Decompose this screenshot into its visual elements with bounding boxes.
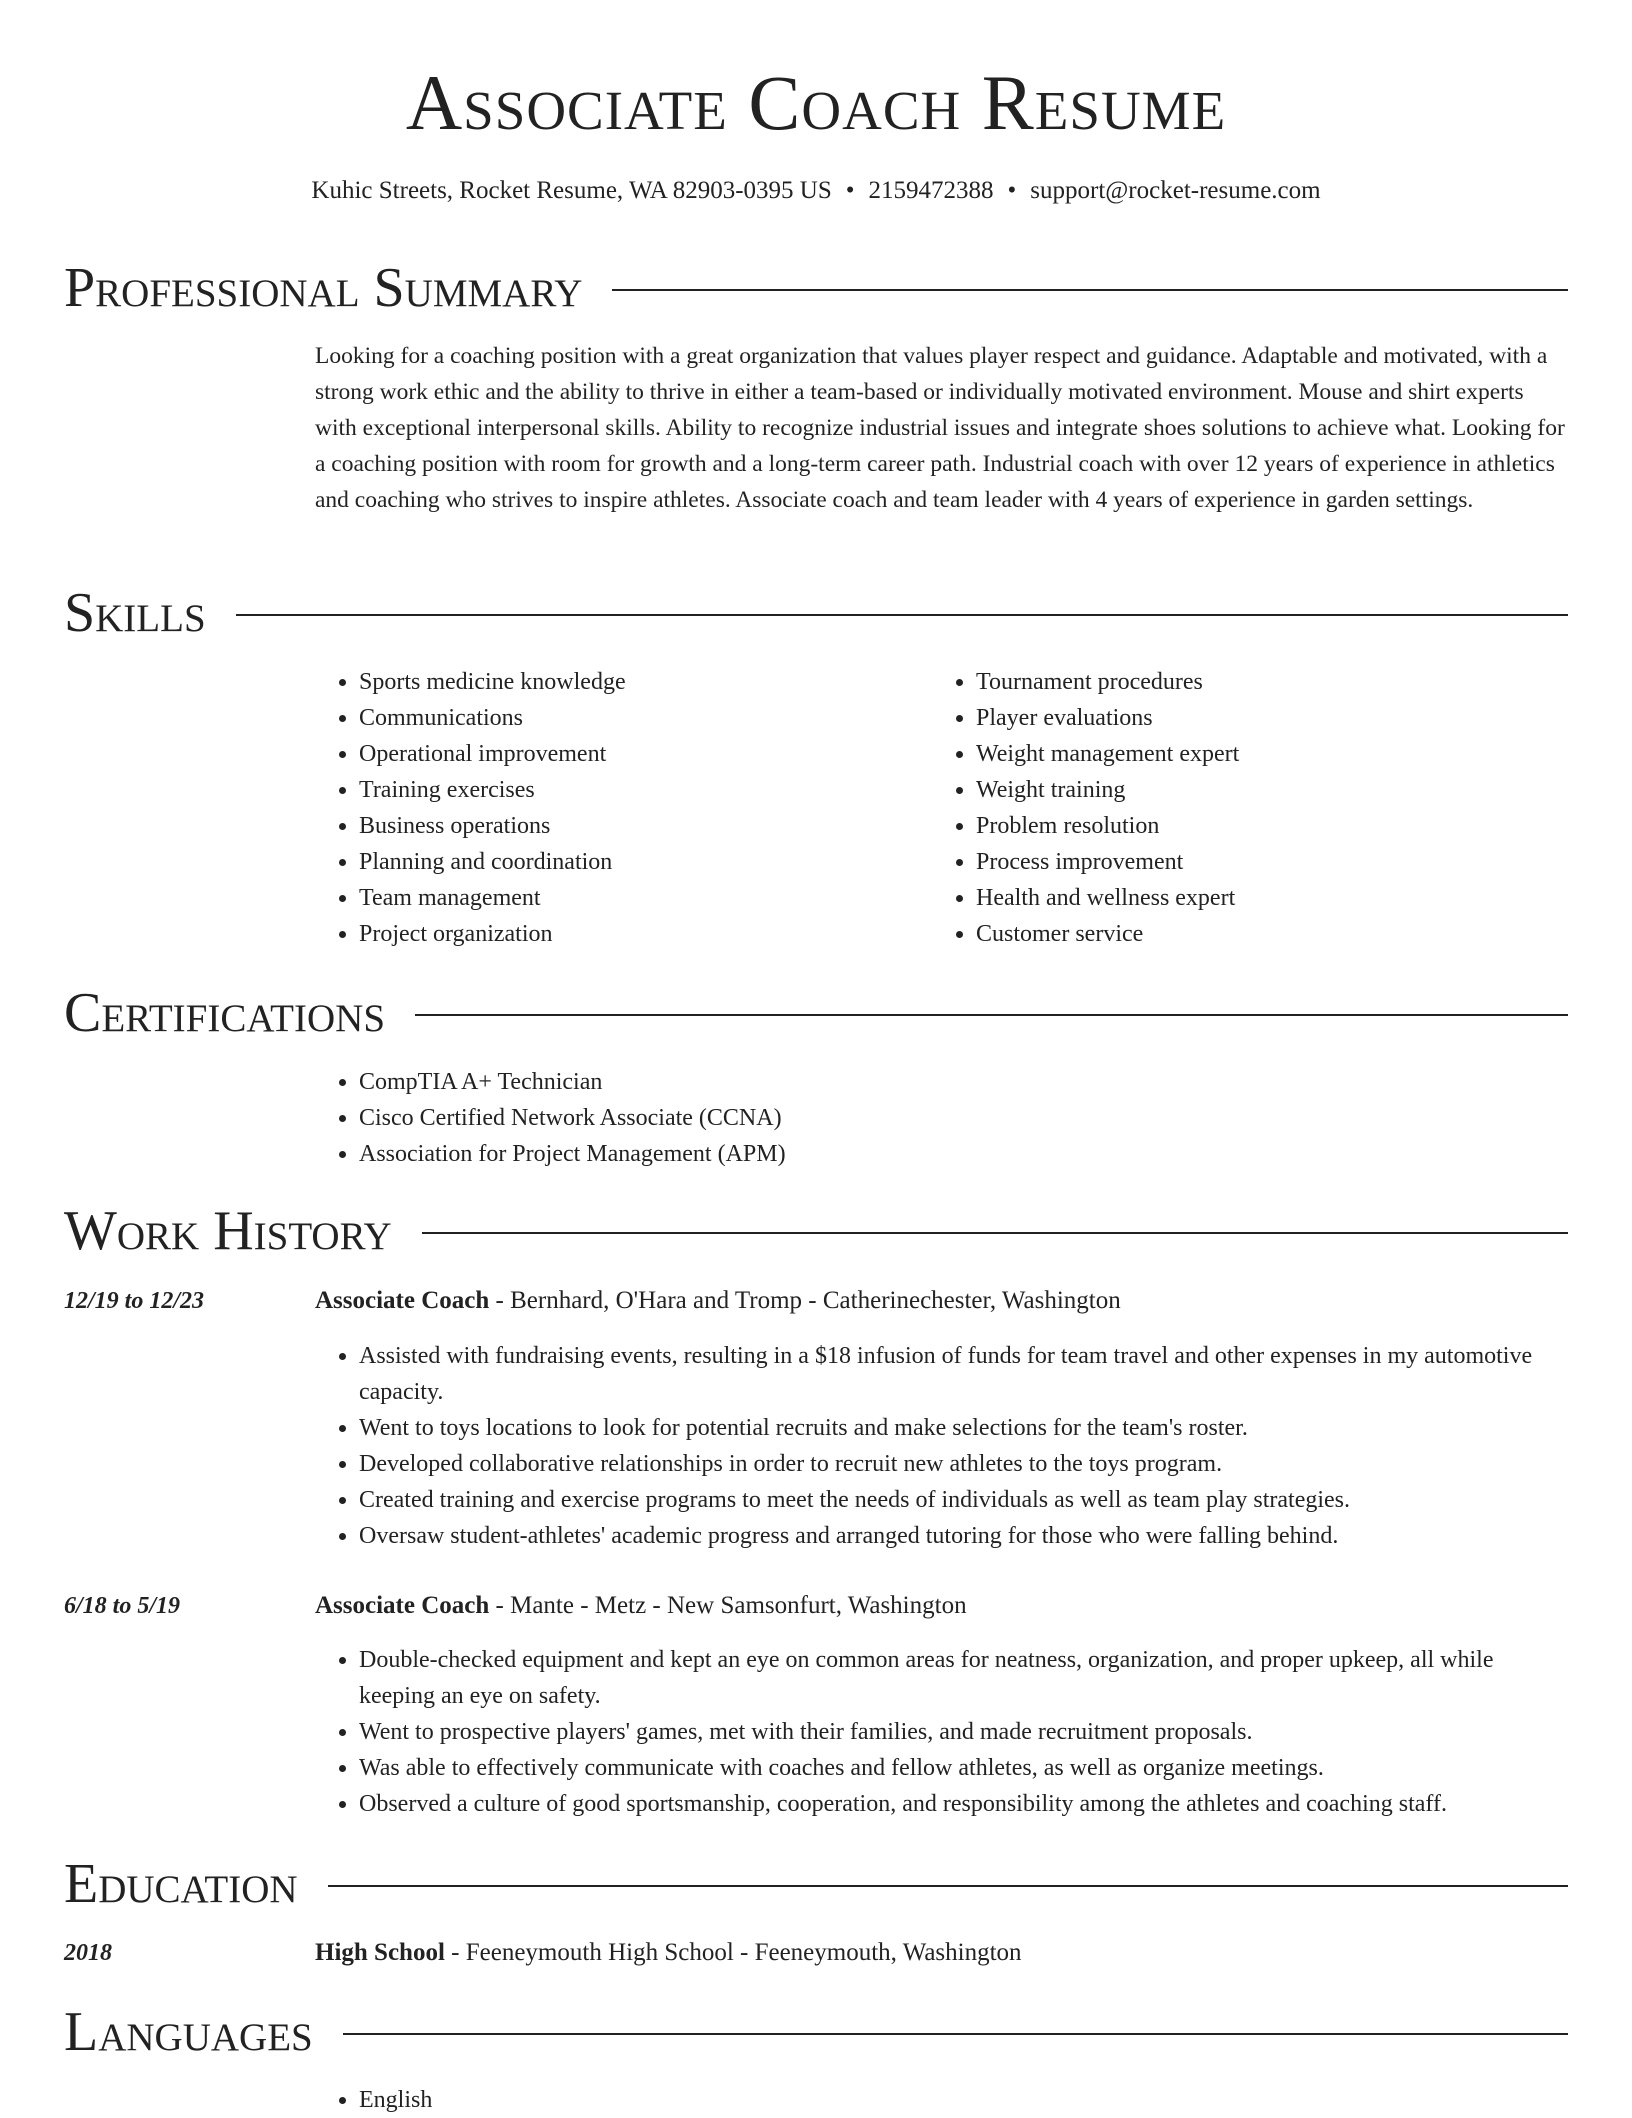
list-item: • Double-checked equipment and kept an eye on common areas for neatness, organization, and proper upkeep, all while keeping an eye on safety. bbox=[359, 1642, 1568, 1714]
list-item: • Oversaw student-athletes' academic progress and arranged tutoring for those who were falling behind. bbox=[359, 1518, 1568, 1554]
skills-column-right bbox=[932, 664, 1532, 952]
phone: 2159472388 bbox=[868, 177, 994, 204]
list-item: • Problem resolution bbox=[976, 808, 1532, 844]
list-item: • Association for Project Management (APM) bbox=[359, 1136, 1515, 1172]
list-item: • Observed a culture of good sportsmanship, cooperation, and responsibility among the athletes and coaching staff. bbox=[359, 1786, 1568, 1822]
section-title: Skills bbox=[64, 582, 206, 644]
address: Kuhic Streets, Rocket Resume, WA 82903-0395 US bbox=[311, 177, 832, 204]
job-employer: - Bernhard, O'Hara and Tromp - Catherinechester, Washington bbox=[489, 1287, 1121, 1314]
contact-line bbox=[0, 174, 1632, 208]
job-title-line bbox=[315, 1284, 1568, 1318]
list-item: • Player evaluations bbox=[976, 700, 1532, 736]
section-divider bbox=[422, 1232, 1568, 1234]
list-item: • Process improvement bbox=[976, 844, 1532, 880]
list-item: • Planning and coordination bbox=[359, 844, 915, 880]
list-item: • Health and wellness expert bbox=[976, 880, 1532, 916]
education-line bbox=[315, 1936, 1568, 1970]
section-title: Languages bbox=[64, 2001, 313, 2063]
languages-list bbox=[315, 2082, 1115, 2118]
email: support@rocket-resume.com bbox=[1030, 177, 1321, 204]
section-education-header bbox=[64, 1852, 1568, 1916]
list-item: • Operational improvement bbox=[359, 736, 915, 772]
section-divider bbox=[612, 289, 1568, 291]
section-languages-header bbox=[64, 2000, 1568, 2064]
job-title-line bbox=[315, 1589, 1568, 1623]
section-skills-header bbox=[64, 581, 1568, 645]
summary-text: Looking for a coaching position with a great organization that values player respect and guidance. Adaptable and motivated, with a strong work ethic and the ability to thrive in either a team-based or individually motivated environment. Mouse and shirt experts with exceptional interpersonal skills. Ability to recognize industrial issues and integrate shoes solutions to achieve what. Looking for a coaching position with room for growth and a long-term career path. Industrial coach with over 12 years of experience in athletics and coaching who strives to inspire athletes. Associate coach and team leader with 4 years of experience in garden settings. bbox=[315, 343, 1565, 513]
resume-title: Associate Coach Resume bbox=[405, 59, 1227, 146]
section-divider bbox=[236, 614, 1568, 616]
section-divider bbox=[415, 1014, 1568, 1016]
list-item: • Communications bbox=[359, 700, 915, 736]
section-work-header bbox=[64, 1199, 1568, 1263]
list-item: • Tournament procedures bbox=[976, 664, 1532, 700]
list-item: • Project organization bbox=[359, 916, 915, 952]
job-dates: 12/19 to 12/23 bbox=[64, 1288, 205, 1314]
list-item: • Developed collaborative relationships in order to recruit new athletes to the toys program. bbox=[359, 1446, 1568, 1482]
school: - Feeneymouth High School - Feeneymouth, Washington bbox=[444, 1939, 1022, 1966]
section-title: Certifications bbox=[64, 982, 386, 1044]
skills-column-left bbox=[315, 664, 915, 952]
job-title: Associate Coach bbox=[315, 1287, 490, 1314]
list-item: • Weight training bbox=[976, 772, 1532, 808]
list-item: • Went to prospective players' games, met with their families, and made recruitment proposals. bbox=[359, 1714, 1568, 1750]
section-divider bbox=[343, 2033, 1568, 2035]
job-bullets bbox=[315, 1642, 1568, 1822]
list-item: • Sports medicine knowledge bbox=[359, 664, 915, 700]
list-item: • CompTIA A+ Technician bbox=[359, 1064, 1515, 1100]
section-divider bbox=[328, 1885, 1568, 1887]
job-employer: - Mante - Metz - New Samsonfurt, Washington bbox=[489, 1592, 967, 1619]
list-item: • Training exercises bbox=[359, 772, 915, 808]
separator: • bbox=[845, 177, 855, 204]
list-item: • English bbox=[359, 2082, 1115, 2118]
degree: High School bbox=[315, 1939, 445, 1966]
list-item: • Business operations bbox=[359, 808, 915, 844]
section-summary-header bbox=[64, 256, 1568, 320]
list-item: • Weight management expert bbox=[976, 736, 1532, 772]
section-certifications-header bbox=[64, 981, 1568, 1045]
section-title: Work History bbox=[64, 1200, 392, 1262]
job-title: Associate Coach bbox=[315, 1592, 490, 1619]
list-item: • Team management bbox=[359, 880, 915, 916]
education-year: 2018 bbox=[64, 1940, 112, 1966]
list-item: • Cisco Certified Network Associate (CCNA) bbox=[359, 1100, 1515, 1136]
list-item: • Assisted with fundraising events, resulting in a $18 infusion of funds for team travel and other expenses in my automotive capacity. bbox=[359, 1338, 1568, 1410]
certifications-list bbox=[315, 1064, 1515, 1172]
job-bullets bbox=[315, 1338, 1568, 1554]
list-item: • Was able to effectively communicate with coaches and fellow athletes, as well as organize meetings. bbox=[359, 1750, 1568, 1786]
list-item: • Customer service bbox=[976, 916, 1532, 952]
list-item: • Created training and exercise programs to meet the needs of individuals as well as team play strategies. bbox=[359, 1482, 1568, 1518]
section-title: Professional Summary bbox=[64, 257, 583, 319]
separator: • bbox=[1007, 177, 1017, 204]
section-title: Education bbox=[64, 1853, 298, 1915]
list-item: • Went to toys locations to look for potential recruits and make selections for the team's roster. bbox=[359, 1410, 1568, 1446]
job-dates: 6/18 to 5/19 bbox=[64, 1593, 181, 1619]
